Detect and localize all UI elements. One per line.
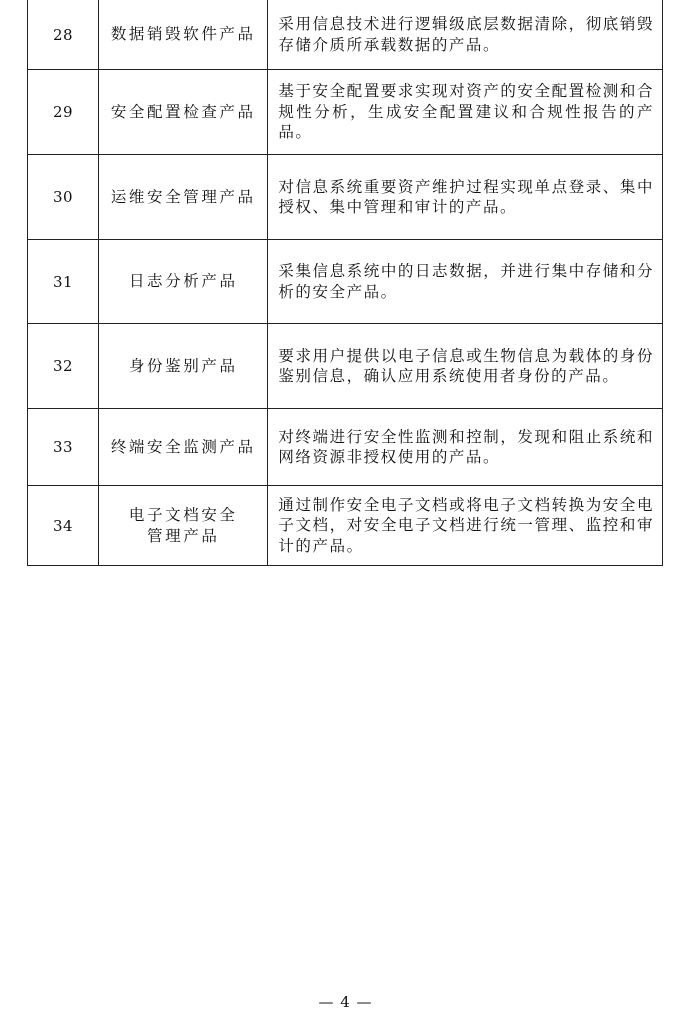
product-name: 运维安全管理产品 bbox=[110, 187, 256, 206]
row-number: 30 bbox=[28, 155, 99, 240]
product-description: 对终端进行安全性监测和控制，发现和阻止系统和网络资源非授权使用的产品。 bbox=[268, 409, 663, 486]
product-name: 日志分析产品 bbox=[128, 272, 238, 290]
table-row bbox=[28, 70, 663, 155]
table-row bbox=[28, 0, 663, 70]
product-name-cell bbox=[99, 409, 268, 486]
table-row bbox=[28, 409, 663, 486]
product-description: 基于安全配置要求实现对资产的安全配置检测和合规性分析，生成安全配置建议和合规性报告的产品。 bbox=[268, 70, 663, 155]
table-row bbox=[28, 155, 663, 240]
row-number: 31 bbox=[28, 240, 99, 324]
product-name: 电子文档安全管理产品 bbox=[128, 505, 238, 545]
product-name-cell bbox=[99, 70, 268, 155]
product-description: 采用信息技术进行逻辑级底层数据清除，彻底销毁存储介质所承载数据的产品。 bbox=[268, 0, 663, 70]
product-name-cell bbox=[99, 0, 268, 70]
row-number: 33 bbox=[28, 409, 99, 486]
row-number: 29 bbox=[28, 70, 99, 155]
row-number: 34 bbox=[28, 486, 99, 566]
row-number: 32 bbox=[28, 324, 99, 409]
product-table bbox=[27, 0, 663, 566]
page-number: — 4 — bbox=[318, 993, 373, 1011]
product-name-cell bbox=[99, 486, 268, 566]
product-name-cell bbox=[99, 155, 268, 240]
table-row bbox=[28, 324, 663, 409]
table-row bbox=[28, 240, 663, 324]
product-description: 对信息系统重要资产维护过程实现单点登录、集中授权、集中管理和审计的产品。 bbox=[268, 155, 663, 240]
product-description: 要求用户提供以电子信息或生物信息为载体的身份鉴别信息，确认应用系统使用者身份的产品。 bbox=[268, 324, 663, 409]
product-description: 通过制作安全电子文档或将电子文档转换为安全电子文档，对安全电子文档进行统一管理、监控和审计的产品。 bbox=[268, 486, 663, 566]
product-name: 终端安全监测产品 bbox=[110, 437, 256, 456]
table-row bbox=[28, 486, 663, 566]
row-number: 28 bbox=[28, 0, 99, 70]
product-name: 安全配置检查产品 bbox=[110, 102, 256, 121]
product-name-cell bbox=[99, 324, 268, 409]
product-name-cell bbox=[99, 240, 268, 324]
product-name: 数据销毁软件产品 bbox=[110, 25, 256, 43]
product-name: 身份鉴别产品 bbox=[128, 356, 238, 375]
product-description: 采集信息系统中的日志数据，并进行集中存储和分析的安全产品。 bbox=[268, 240, 663, 324]
